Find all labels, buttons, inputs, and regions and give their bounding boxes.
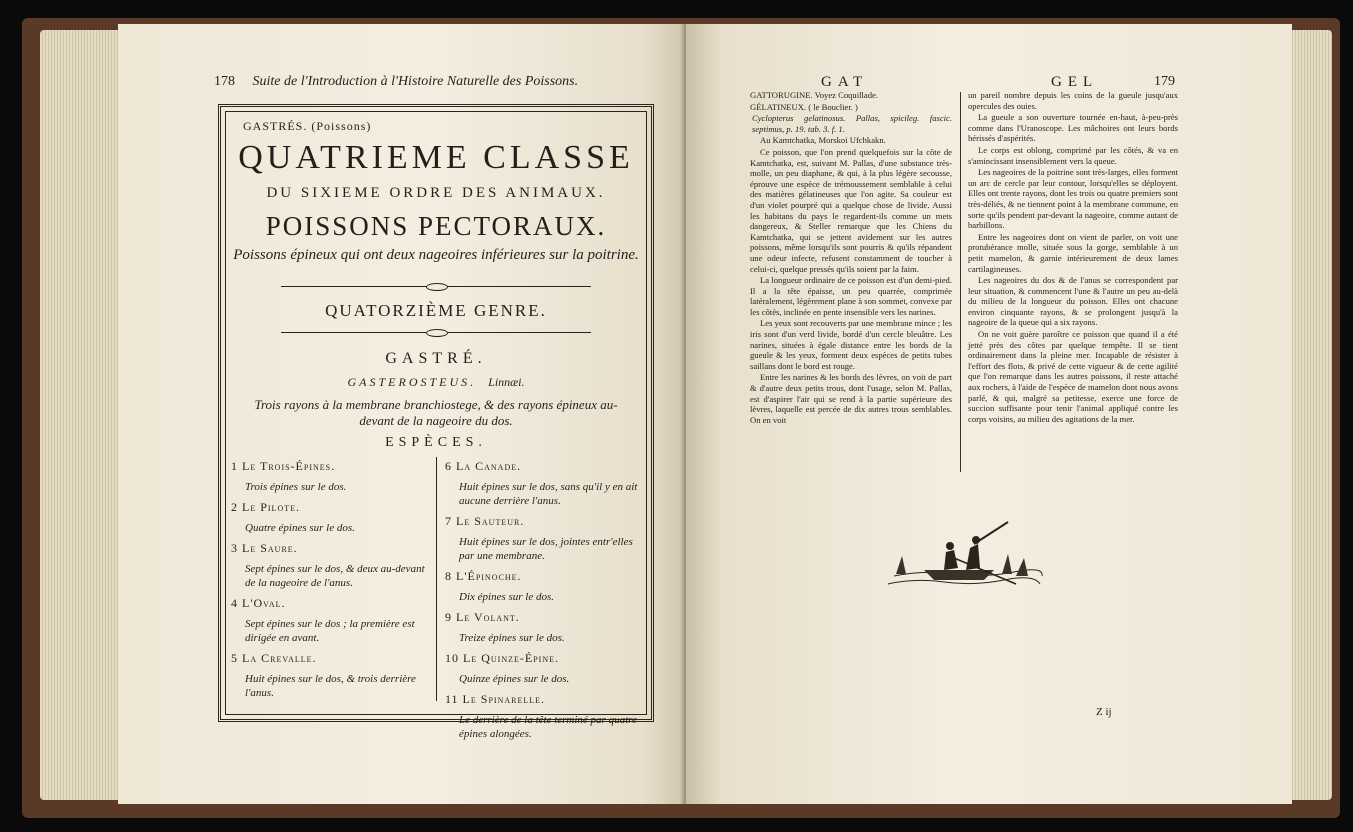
- species-item: [445, 459, 645, 508]
- species-desc: Sept épines sur le dos, & deux au-devant de la nageoire de l'anus.: [245, 563, 425, 589]
- species-item: [445, 610, 645, 645]
- species-desc: Huit épines sur le dos, sans qu'il y en ait aucune derrière l'anus.: [459, 481, 638, 507]
- classification-frame: [218, 104, 654, 740]
- paragraph: Les nageoires du dos & de l'anus se correspondent par leur situation, & commencent l'une & l'autre un peu au-delà du milieu de la longueur du poisson. Elles ont chacune environ cinquante rayons, & se prolongent jusqu'à la nageoire de la queue qui a six rayons.: [968, 275, 1178, 328]
- right-page-number: 179: [1154, 74, 1175, 89]
- species-desc: Sept épines sur le dos ; la première est dirigée en avant.: [245, 618, 415, 644]
- linnaei-label: Linnæi.: [488, 375, 525, 389]
- gastres-tag: GASTRÉS. (Poissons): [243, 119, 372, 133]
- paragraph: Ce poisson, que l'on prend quelquefois sur la côte de Kamtchatka, est, suivant M. Pallas, d'une substance très-molle, un peu diaphane, & qui, à la plus légère secousse, éprouve une espèce de trémoussement semblable à celui des matières gélatineuses que l'on agite. Sa couleur est d'un violet pourpré qui a quelque chose de livide. Aussi les habitans du pays le regardent-ils comme un mets dangereux, & Steller remarque que les Chiens du Kamtchatka, qui se jettent avidement sur les autres poissons, même lorsqu'ils sont pourris & qu'ils répandent une odeur infecte, refusent constamment de toucher à celui-ci, quelque pressés qu'ils soient par la faim.: [750, 146, 952, 274]
- page-edges-right: [1290, 30, 1332, 800]
- poissons-description: Poissons épineux qui ont deux nageoires inférieures sur la poitrine.: [233, 247, 639, 263]
- species-name: 4 L'Oval.: [231, 596, 286, 610]
- ordre-subtitle: DU SIXIEME ORDRE DES ANIMAUX.: [266, 185, 606, 201]
- species-item: [231, 596, 431, 645]
- paragraph: Le corps est oblong, comprimé par les côtés, & va en s'amincissant insensiblement vers la queue.: [968, 144, 1178, 166]
- paragraph: On ne voit guère paroître ce poisson que quand il a été jetté près des côtes par quelque tempête. Il se tient ordinairement dans la pleine mer. Incapable de résister à l'effort des flots, & privé de cette vigueur & de cette agilité que l'on remarque dans les autres poissons, il reste attaché aux rochers, à l'aide de l'espèce de mamelon dont nous avons parlé, & qui, malgré sa petitesse, exerce une force de succion suffisante pour tenir l'animal appliqué contre les corps voisins, au milieu des agitations de la mer.: [968, 329, 1178, 424]
- entry-gattorugine: [750, 90, 952, 101]
- species-name: 8 L'Épinoche.: [445, 569, 522, 583]
- species-column-2: [445, 459, 645, 747]
- species-desc: Quinze épines sur le dos.: [459, 673, 570, 685]
- paragraph: La longueur ordinaire de ce poisson est d'un demi-pied. Il a la tête épaisse, un peu quarrée, comprimée latéralement, légèrement plane à son sommet, convexe par les côtés, inclinée en pente insensible vers les narines.: [750, 275, 952, 317]
- entry-ref: ( le Bouclier. ): [808, 101, 858, 112]
- text-column-1: [750, 90, 952, 426]
- species-desc: Dix épines sur le dos.: [459, 591, 555, 603]
- species-column-divider: [436, 457, 437, 701]
- paragraph: un pareil nombre depuis les coins de la gueule jusqu'aux opercules des ouies.: [968, 90, 1178, 111]
- left-page: [118, 24, 688, 804]
- species-item: [231, 651, 431, 700]
- paragraph: La gueule a son ouverture tournée en-haut, à-peu-près comme dans l'Uranoscope. Les mâchoires ont leurs bords hérissés d'aspérités.: [968, 112, 1178, 144]
- species-item: [231, 541, 431, 590]
- species-name: 2 Le Pilote.: [231, 500, 300, 514]
- species-item: [231, 500, 431, 535]
- page-edges-left: [40, 30, 120, 800]
- species-item: [445, 692, 645, 741]
- left-page-number: 178: [214, 74, 235, 89]
- species-desc: Treize épines sur le dos.: [459, 632, 565, 644]
- entry-name: GÉLATINEUX.: [750, 101, 807, 112]
- headword-right: GEL: [1051, 74, 1099, 90]
- paragraph: Entre les narines & les bords des lèvres, on voit de part & d'autre deux petits trous, dont l'usage, selon M. Pallas, est d'aspirer l'air qui se rend à la partie supérieure des lèvres, laquelle est percée de dix autres trous semblables. On en voit: [750, 372, 952, 425]
- column-divider: [960, 92, 961, 472]
- species-item: [445, 514, 645, 563]
- entry-ref: Voyez Coquillade.: [814, 90, 878, 100]
- species-desc: Le derrière de la tête terminé par quatre épines alongées.: [459, 714, 637, 740]
- species-name: 3 Le Saure.: [231, 541, 298, 555]
- genus-description: Trois rayons à la membrane branchiostege, & des rayons épineux au-devant de la nageoire du dos.: [254, 397, 618, 428]
- classe-title: QUATRIEME CLASSE: [238, 139, 634, 176]
- paragraph: Entre les nageoires dont on vient de parler, on voit une protubérance molle, située sous la gorge, semblable à un petit mamelon, & garnie intérieurement de deux lames cartilagineuses.: [968, 231, 1178, 274]
- left-running-title: Suite de l'Introduction à l'Histoire Naturelle des Poissons.: [252, 74, 579, 89]
- species-name: 10 Le Quinze-Épine.: [445, 651, 559, 665]
- species-name: 11 Le Spinarelle.: [445, 692, 545, 706]
- species-name: 7 Le Sauteur.: [445, 514, 525, 528]
- species-item: [231, 459, 431, 494]
- species-name: 9 Le Volant.: [445, 610, 520, 624]
- gastre-title: GASTRÉ.: [385, 350, 487, 367]
- gasterosteus-name: GASTEROSTEUS.: [347, 375, 477, 389]
- left-running-head: [214, 74, 674, 90]
- species-name: 6 La Canade.: [445, 459, 522, 473]
- headword-left: GAT: [821, 74, 869, 90]
- paragraph: Les nageoires de la poitrine sont très-larges, elles forment un arc de cercle par leur contour, lorsqu'elles se déployent. Elles ont trente rayons, dont les trois ou quatre premiers sont très-déliés, & ne tiennent point à la membrane commune, en sorte qu'ils pendent par-devant la nageoire, comme autant de barbillons.: [968, 167, 1178, 231]
- especes-heading: ESPÈCES.: [385, 435, 487, 450]
- species-item: [445, 651, 645, 686]
- species-desc: Quatre épines sur le dos.: [245, 522, 355, 534]
- entry-name: GATTORUGINE.: [750, 90, 813, 100]
- species-desc: Huit épines sur le dos, jointes entr'elles par une membrane.: [459, 536, 633, 562]
- paragraph: Au Kamtchatka, Morskoi Ufchkakn.: [760, 135, 886, 146]
- ornament-rule: [281, 283, 591, 291]
- ornament-rule: [281, 329, 591, 337]
- species-desc: Trois épines sur le dos.: [245, 481, 347, 493]
- boat-vignette-illustration: [884, 514, 1044, 592]
- genre-title: QUATORZIÈME GENRE.: [325, 301, 547, 320]
- species-desc: Huit épines sur le dos, & trois derrière l'anus.: [245, 673, 416, 699]
- entry-gelatineux: [750, 102, 952, 113]
- poissons-pectoraux-title: POISSONS PECTORAUX.: [265, 211, 607, 241]
- species-name: 5 La Crevalle.: [231, 651, 317, 665]
- species-column-1: [231, 459, 431, 706]
- citation: Cyclopterus gelatinosus. Pallas, spicileg. fascic. septimus, p. 19. tab. 3. f. 1.: [752, 113, 952, 134]
- paragraph: Les yeux sont recouverts par une membrane mince ; les iris sont d'un verd livide, bordé d'un cercle bleuâtre. Les narines, situées à égale distance entre les bords de la gueule & les yeux, forment deux espèces de petits tubes saillans dont le bord est rouge.: [750, 318, 952, 371]
- gasterosteus-line: [221, 375, 651, 390]
- signature-mark: Z ij: [1096, 706, 1112, 718]
- species-item: [445, 569, 645, 604]
- species-name: 1 Le Trois-Épines.: [231, 459, 336, 473]
- right-page: [686, 24, 1292, 804]
- text-column-2: [968, 90, 1178, 425]
